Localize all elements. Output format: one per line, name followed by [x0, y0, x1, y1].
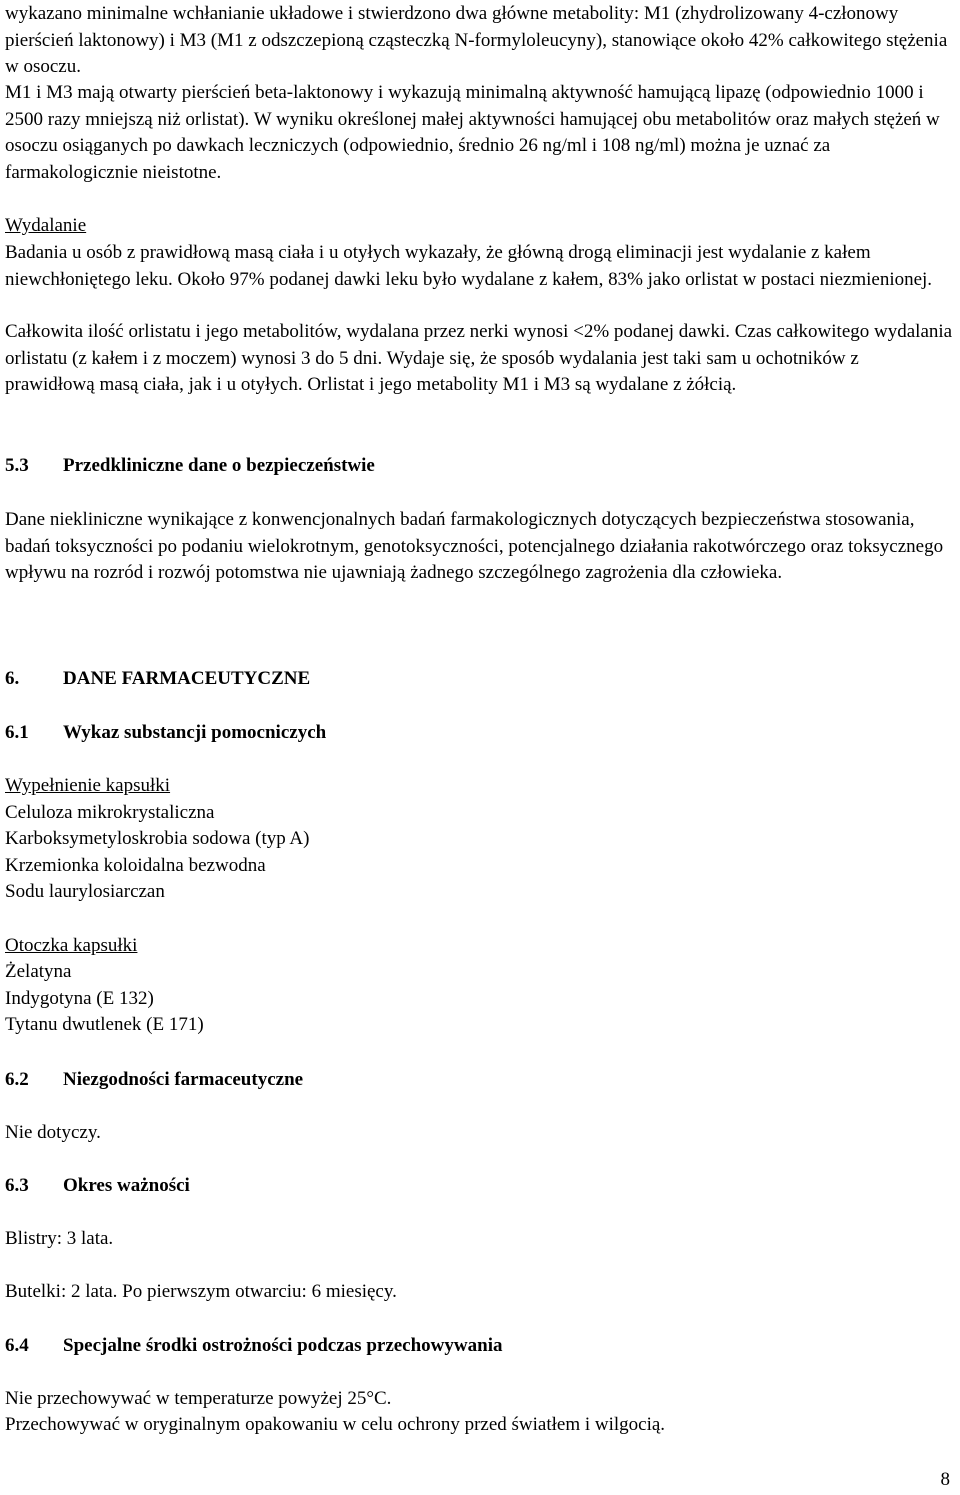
capsule-shell-item: Tytanu dwutlenek (E 171)	[5, 1014, 204, 1035]
section-number: 6.	[5, 668, 20, 689]
section-number: 6.2	[5, 1069, 29, 1090]
preclinical-paragraph: Dane niekliniczne wynikające z konwencjonalnych badań farmakologicznych dotyczących bezpieczeństwa stosowania, badań toksyczności po podaniu wielokrotnym, genotoksyczności, potencjalnego działania rakotwórczego oraz toksycznego wpływu na rozród i rozwój potomstwa nie ujawniają żadnego szczególnego zagrożenia dla człowieka.	[5, 509, 944, 583]
section-6-3-heading	[5, 1173, 190, 1200]
capsule-fill-item: Sodu laurylosiarczan	[5, 881, 165, 902]
capsule-fill-item: Celuloza mikrokrystaliczna	[5, 802, 215, 823]
section-title: Okres ważności	[63, 1175, 190, 1196]
section-title: DANE FARMACEUTYCZNE	[63, 668, 311, 689]
section-number: 5.3	[5, 455, 29, 476]
section-title: Wykaz substancji pomocniczych	[63, 722, 327, 743]
storage-temperature: Nie przechowywać w temperaturze powyżej 25°C.	[5, 1388, 392, 1409]
section-6-4-heading	[5, 1333, 502, 1360]
storage-packaging: Przechowywać w oryginalnym opakowaniu w celu ochrony przed światłem i wilgocią.	[5, 1414, 666, 1435]
capsule-fill-heading: Wypełnienie kapsułki	[5, 775, 171, 796]
shelf-life-blisters: Blistry: 3 lata.	[5, 1228, 114, 1249]
elimination-paragraph-2: Całkowita ilość orlistatu i jego metabolitów, wydalana przez nerki wynosi <2% podanej dawki. Czas całkowitego wydalania orlistatu (z kałem i z moczem) wynosi 3 do 5 dni. Wydaje się, że sposób wydalania jest taki sam u ochotników z prawidłową masą ciała, jak i u otyłych. Orlistat i jego metabolity M1 i M3 są wydalane z żółcią.	[5, 321, 953, 395]
section-6-heading	[5, 666, 310, 693]
capsule-shell-heading: Otoczka kapsułki	[5, 935, 138, 956]
pk-paragraph-metabolites: wykazano minimalne wchłanianie układowe i stwierdzono dwa główne metabolity: M1 (zhydrolizowany 4-członowy pierścień laktonowy) i M3 (M1 z odszczepioną cząsteczką N-formyloleucyny), stanowiące około 42% całkowitego stężenia w osoczu.	[5, 3, 948, 77]
section-title: Przedkliniczne dane o bezpieczeństwie	[63, 455, 375, 476]
section-6-1-heading	[5, 720, 326, 747]
elimination-paragraph-1: Badania u osób z prawidłową masą ciała i u otyłych wykazały, że główną drogą eliminacji jest wydalanie z kałem niewchłoniętego leku. Około 97% podanej dawki leku było wydalane z kałem, 83% jako orlistat w postaci niezmienionej.	[5, 242, 933, 290]
capsule-shell-item: Indygotyna (E 132)	[5, 988, 154, 1009]
capsule-fill-item: Karboksymetyloskrobia sodowa (typ A)	[5, 828, 310, 849]
section-6-2-heading	[5, 1067, 303, 1094]
pk-paragraph-activity: M1 i M3 mają otwarty pierścień beta-laktonowy i wykazują minimalną aktywność hamującą lipazę (odpowiednio 1000 i 2500 razy mniejszą niż orlistat). W wyniku określonej małej aktywności hamującej obu metabolitów oraz małych stężeń w osoczu osiąganych po dawkach leczniczych (odpowiednio, średnio 26 ng/ml i 108 ng/ml) można je uznać za farmakologicznie nieistotne.	[5, 82, 940, 183]
section-number: 6.3	[5, 1175, 29, 1196]
elimination-heading: Wydalanie	[5, 215, 87, 236]
capsule-fill-item: Krzemionka koloidalna bezwodna	[5, 855, 266, 876]
section-5-3-heading	[5, 453, 375, 480]
section-number: 6.1	[5, 722, 29, 743]
section-title: Niezgodności farmaceutyczne	[63, 1069, 304, 1090]
shelf-life-bottles: Butelki: 2 lata. Po pierwszym otwarciu: 6 miesięcy.	[5, 1281, 397, 1302]
page-number: 8	[940, 1469, 950, 1490]
section-number: 6.4	[5, 1335, 29, 1356]
capsule-shell-item: Żelatyna	[5, 961, 72, 982]
incompatibilities-text: Nie dotyczy.	[5, 1122, 101, 1143]
section-title: Specjalne środki ostrożności podczas przechowywania	[63, 1335, 503, 1356]
